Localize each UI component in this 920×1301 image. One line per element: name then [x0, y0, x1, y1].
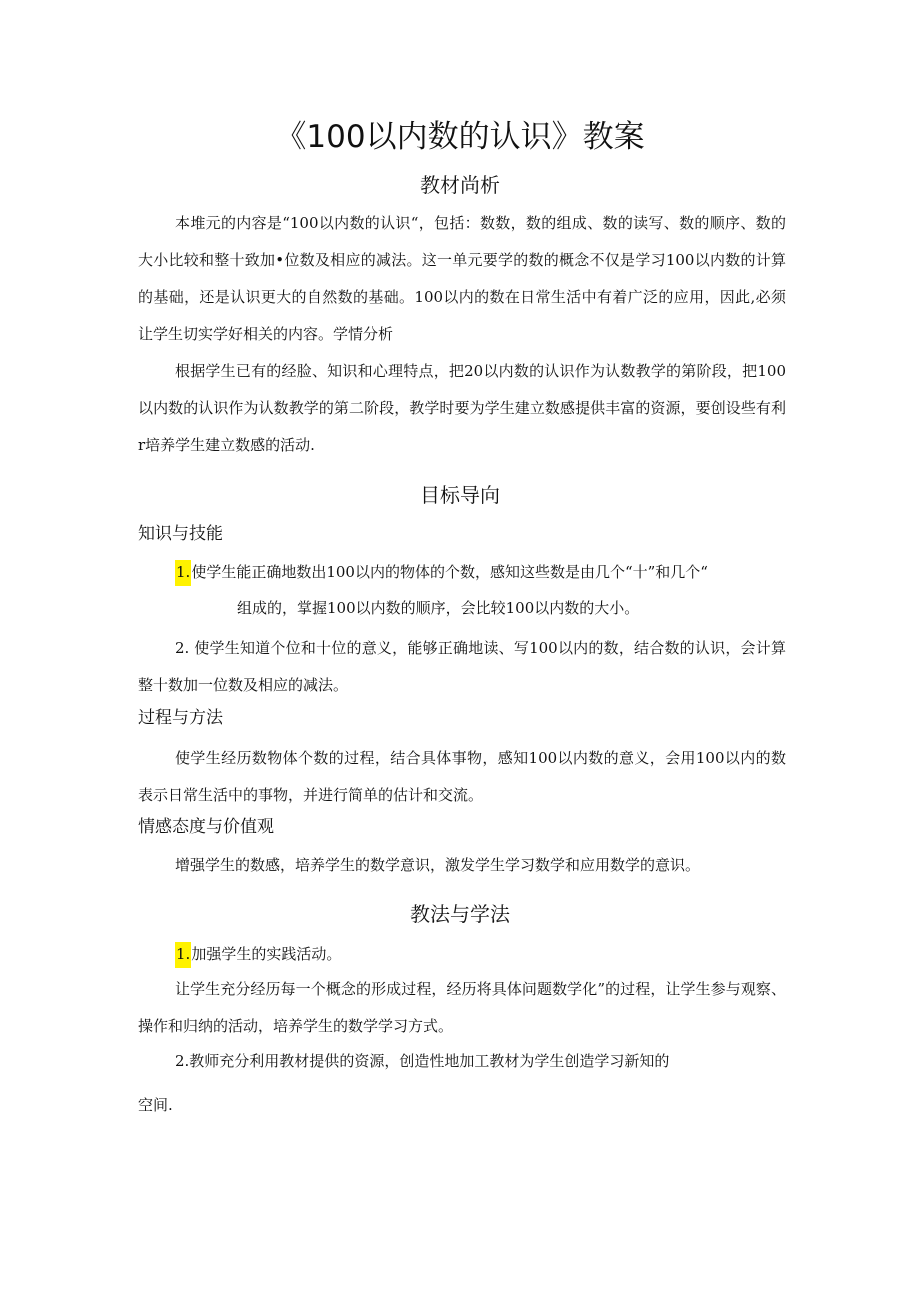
goal-item-1-line-2: 组成的，掌握100以内数的顺序，会比较100以内数的大小。 [237, 599, 640, 617]
process-methods-paragraph: 使学生经历数物体个数的过程，结合具体事物，感知100以内数的意义，会用100以内的数表示日常生活中的事物，并进行简单的估计和交流。 [138, 749, 786, 804]
subheading-knowledge-skills: 知识与技能 [138, 524, 223, 544]
highlight-marker-1: 1. [175, 560, 191, 586]
emotion-values-paragraph: 增强学生的数感，培养学生的数学意识，激发学生学习数学和应用数学的意识。 [175, 856, 701, 874]
subheading-process-methods: 过程与方法 [138, 708, 223, 728]
highlight-marker-2: 1. [175, 942, 191, 968]
method-item-1-text: 加强学生的实践活动。 [191, 945, 342, 963]
section-heading-methods: 教法与学法 [410, 902, 510, 926]
method-item-1-paragraph: 让学生充分经历每一个概念的形成过程，经历将具体问题数学化”的过程，让学生参与观察、操作和归纳的活动，培养学生的数学学习方式。 [138, 980, 786, 1035]
student-analysis-paragraph: 根据学生已有的经脸、知识和心理特点，把20以内数的认识作为认数教学的第阶段，把100以内数的认识作为认数教学的第二阶段，教学时要为学生建立数感提供丰富的资源，要创设些有利r培养学生建立数感的活动. [138, 362, 786, 454]
section-heading-materials: 教材尚析 [420, 173, 500, 197]
materials-paragraph: 本堆元的内容是“100以内数的认识“，包括：数数，数的组成、数的读写、数的顺序、数的大小比较和整十致加•位数及相应的减法。这一单元要学的数的概念不仅是学习100以内数的计算的基础，还是认识更大的自然数的基础。100以内的数在日常生活中有着广泛的应用，因此,必须让学生切实学好相关的内容。学情分析 [138, 214, 786, 343]
goal-item-1-text: 使学生能正确地数出100以内的物体的个数，感知这些数是由几个“十”和几个“ [191, 563, 708, 581]
goal-item-2: 2. 使学生知道个位和十位的意义，能够正确地读、写100以内的数，结合数的认识，会计算整十数加一位数及相应的减法。 [138, 639, 786, 694]
method-item-2-line-2: 空间. [138, 1096, 173, 1114]
document-title: 《100以内数的认识》教案 [275, 119, 645, 155]
method-item-1 [175, 941, 341, 967]
method-item-2-line-1: 2.教师充分利用教材提供的资源，创造性地加工教材为学生创造学习新知的 [175, 1052, 670, 1070]
goal-item-1-line-1 [175, 559, 708, 585]
section-heading-goals: 目标导向 [420, 483, 500, 507]
subheading-emotion-values: 情感态度与价值观 [138, 817, 274, 837]
